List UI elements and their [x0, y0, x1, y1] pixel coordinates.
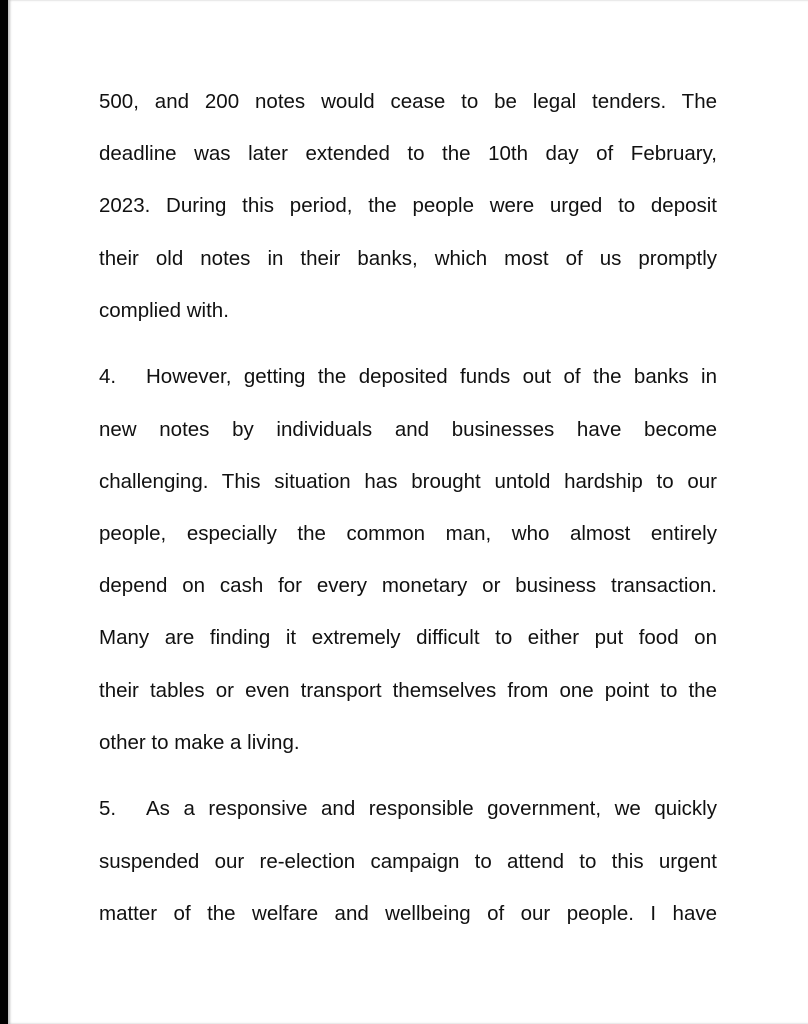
- paragraph-5: [99, 783, 717, 940]
- text-line: other to make a living.: [99, 730, 300, 754]
- text-line: deadline was later extended to the 10th day of February,: [99, 142, 717, 166]
- text-line: challenging. This situation has brought untold hardship to our: [99, 469, 717, 493]
- text-line: Many are finding it extremely difficult to either put food on: [99, 626, 717, 650]
- text-line: complied with.: [99, 298, 229, 322]
- paragraph-spacer: [99, 337, 717, 352]
- text-line: As a responsive and responsible government, we quickly: [146, 797, 717, 821]
- text-line: their tables or even transport themselves from one point to the: [99, 678, 717, 702]
- paragraph-number: 4.: [99, 365, 117, 389]
- text-line: new notes by individuals and businesses have become: [99, 417, 717, 441]
- text-line: people, especially the common man, who almost entirely: [99, 522, 717, 545]
- document-page: [8, 0, 808, 1024]
- paragraph-number: 5.: [99, 797, 117, 821]
- document-body: [99, 76, 717, 940]
- paragraph-spacer: [99, 769, 717, 784]
- paragraph-4: [99, 351, 717, 769]
- paragraph-continued: [99, 76, 717, 337]
- text-line: depend on cash for every monetary or business transaction.: [99, 574, 717, 598]
- text-line: matter of the welfare and wellbeing of our people. I have: [99, 901, 717, 925]
- text-line: However, getting the deposited funds out of the banks in: [146, 365, 717, 389]
- text-line: 500, and 200 notes would cease to be legal tenders. The: [99, 90, 717, 113]
- text-line: their old notes in their banks, which most of us promptly: [99, 246, 717, 270]
- text-line-lead: [99, 351, 717, 403]
- text-line: suspended our re-election campaign to attend to this urgent: [99, 849, 717, 873]
- text-line: 2023. During this period, the people were urged to deposit: [99, 194, 717, 218]
- text-line-lead: [99, 783, 717, 835]
